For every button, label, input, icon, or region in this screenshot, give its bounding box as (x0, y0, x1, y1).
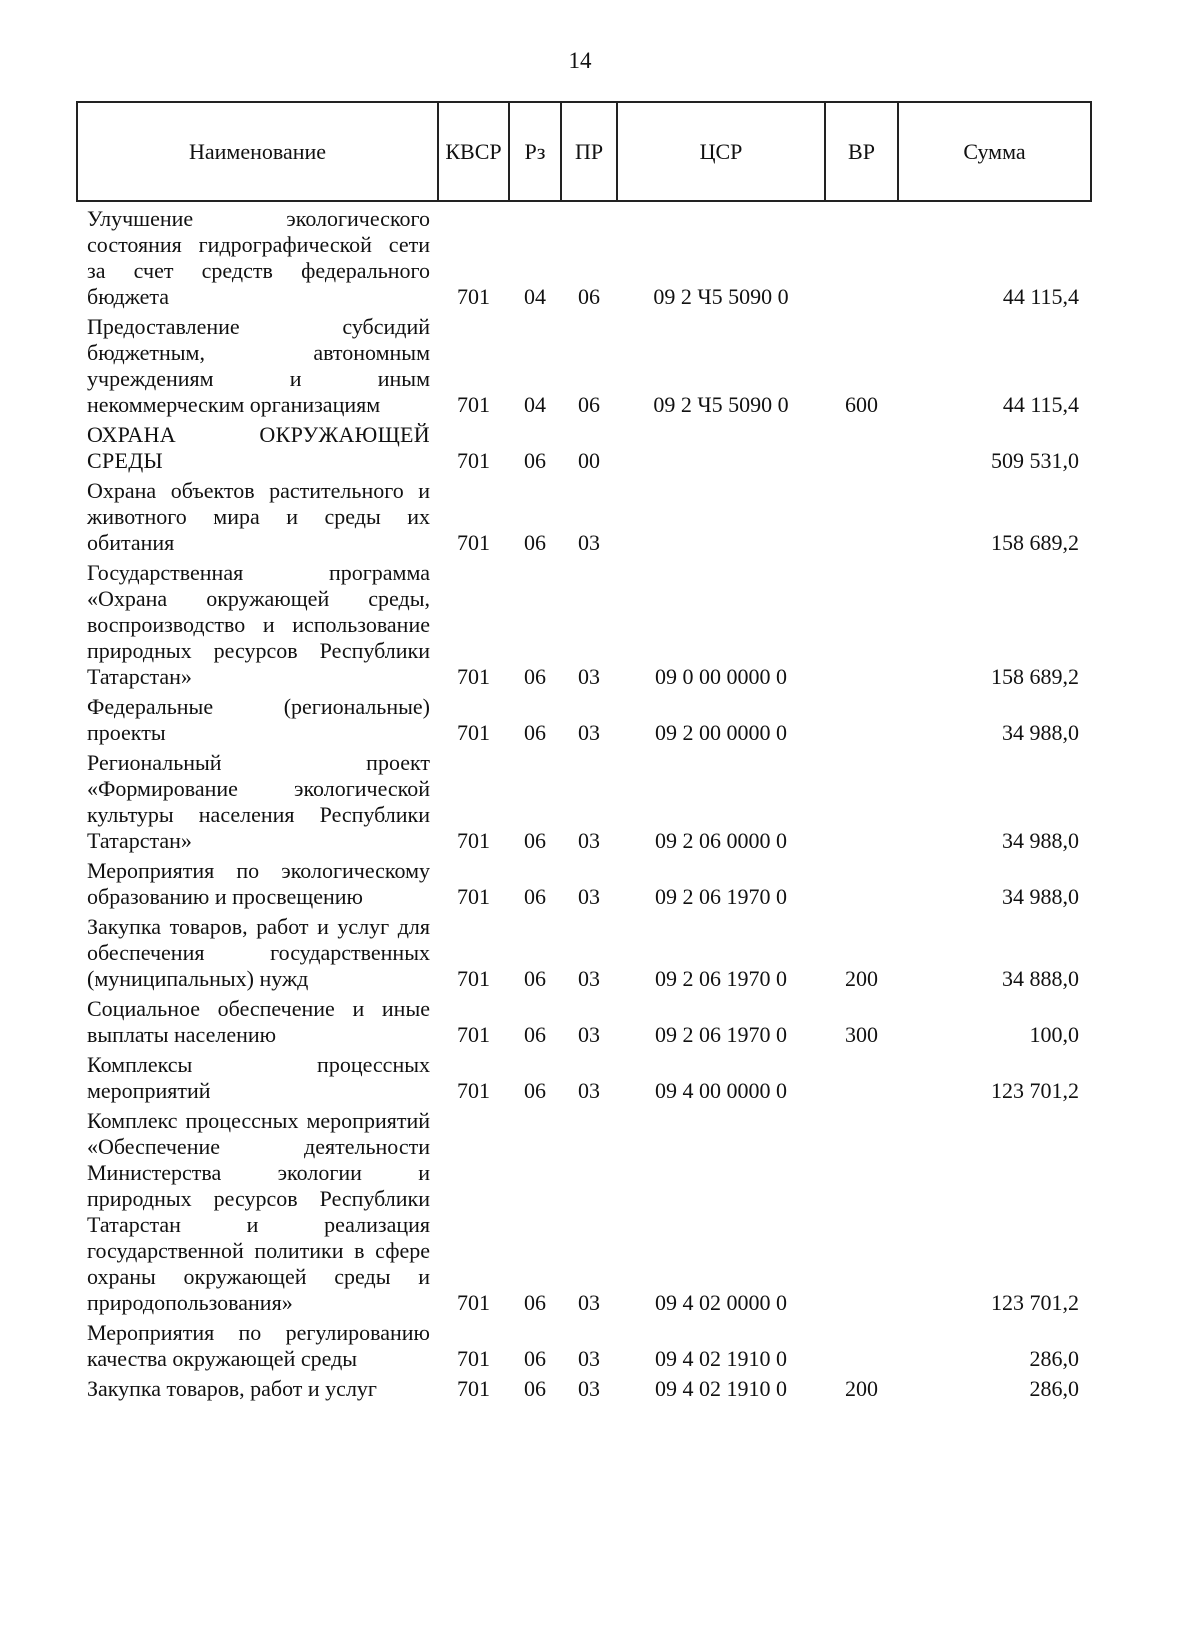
row-rz: 06 (524, 664, 546, 689)
row-csr: 09 2 Ч5 5090 0 (653, 392, 789, 417)
row-sum: 34 988,0 (1002, 884, 1079, 909)
row-csr: 09 2 06 0000 0 (655, 828, 787, 853)
row-name: Мероприятия по экологическому образованию и просвещению (87, 858, 430, 909)
row-kvsr: 701 (457, 884, 490, 909)
budget-table (76, 101, 1092, 1402)
row-rz: 06 (524, 884, 546, 909)
row-pr: 03 (578, 966, 600, 991)
row-rz: 06 (524, 1078, 546, 1103)
table-header (77, 102, 1091, 201)
row-pr: 03 (578, 1078, 600, 1103)
header-sum: Сумма (898, 102, 1091, 201)
row-csr: 09 4 00 0000 0 (655, 1078, 787, 1103)
row-vr (825, 556, 898, 690)
row-csr: 09 2 06 1970 0 (655, 1022, 787, 1047)
row-rz: 06 (524, 1346, 546, 1371)
table-row (77, 474, 1091, 556)
row-rz: 04 (524, 284, 546, 309)
table-row (77, 1104, 1091, 1316)
row-csr: 09 4 02 1910 0 (655, 1376, 787, 1401)
row-sum: 158 689,2 (991, 664, 1079, 689)
table-row (77, 418, 1091, 474)
table-row (77, 854, 1091, 910)
header-name: Наименование (77, 102, 438, 201)
row-pr: 03 (578, 1022, 600, 1047)
row-pr: 03 (578, 828, 600, 853)
row-kvsr: 701 (457, 530, 490, 555)
row-rz: 06 (524, 530, 546, 555)
row-kvsr: 701 (457, 1376, 490, 1401)
row-vr: 200 (845, 1376, 878, 1401)
row-name: Закупка товаров, работ и услуг (87, 1376, 377, 1401)
row-sum: 286,0 (1029, 1346, 1079, 1371)
row-pr: 06 (578, 284, 600, 309)
row-csr (617, 474, 825, 556)
row-rz: 06 (524, 1290, 546, 1315)
table-row (77, 910, 1091, 992)
row-name: Государственная программа «Охрана окружающей среды, воспроизводство и использование природных ресурсов Республики Татарстан» (87, 560, 430, 689)
row-pr: 03 (578, 1290, 600, 1315)
row-pr: 03 (578, 720, 600, 745)
table-body (77, 201, 1091, 1402)
row-vr (825, 690, 898, 746)
table-row (77, 1048, 1091, 1104)
table-row (77, 1316, 1091, 1372)
row-rz: 04 (524, 392, 546, 417)
row-sum: 158 689,2 (991, 530, 1079, 555)
row-rz: 06 (524, 966, 546, 991)
row-name: Комплексы процессных мероприятий (87, 1052, 430, 1103)
row-kvsr: 701 (457, 1346, 490, 1371)
row-kvsr: 701 (457, 1078, 490, 1103)
row-name: Федеральные (региональные) проекты (87, 694, 430, 745)
row-csr: 09 2 Ч5 5090 0 (653, 284, 789, 309)
row-pr: 03 (578, 884, 600, 909)
row-pr: 03 (578, 1346, 600, 1371)
header-pr: ПР (561, 102, 617, 201)
table-row (77, 746, 1091, 854)
row-sum: 100,0 (1029, 1022, 1079, 1047)
row-rz: 06 (524, 720, 546, 745)
row-vr: 200 (845, 966, 878, 991)
row-csr: 09 4 02 0000 0 (655, 1290, 787, 1315)
table-row (77, 310, 1091, 418)
row-vr (825, 1104, 898, 1316)
row-name: Комплекс процессных мероприятий «Обеспечение деятельности Министерства экологии и природных ресурсов Республики Татарстан и реализация государственной политики в сфере охраны окружающей среды и природопользования» (87, 1108, 430, 1315)
row-rz: 06 (524, 1376, 546, 1401)
row-sum: 44 115,4 (1002, 284, 1079, 309)
row-vr (825, 474, 898, 556)
row-kvsr: 701 (457, 1290, 490, 1315)
row-sum: 34 988,0 (1002, 720, 1079, 745)
row-pr: 03 (578, 530, 600, 555)
row-rz: 06 (524, 828, 546, 853)
row-name: Закупка товаров, работ и услуг для обеспечения государственных (муниципальных) нужд (87, 914, 430, 991)
row-csr: 09 0 00 0000 0 (655, 664, 787, 689)
row-name: ОХРАНА ОКРУЖАЮЩЕЙ СРЕДЫ (87, 422, 430, 473)
page-number: 14 (568, 48, 592, 73)
row-csr: 09 2 06 1970 0 (655, 966, 787, 991)
row-vr (825, 1048, 898, 1104)
row-csr: 09 2 06 1970 0 (655, 884, 787, 909)
row-vr (825, 418, 898, 474)
table-row (77, 201, 1091, 310)
row-pr: 03 (578, 1376, 600, 1401)
row-kvsr: 701 (457, 720, 490, 745)
row-rz: 06 (524, 1022, 546, 1047)
row-sum: 34 988,0 (1002, 828, 1079, 853)
row-vr (825, 746, 898, 854)
row-kvsr: 701 (457, 392, 490, 417)
row-vr: 600 (845, 392, 878, 417)
row-sum: 286,0 (1029, 1376, 1079, 1401)
table-row (77, 556, 1091, 690)
row-csr (617, 418, 825, 474)
row-csr: 09 2 00 0000 0 (655, 720, 787, 745)
row-sum: 123 701,2 (991, 1078, 1079, 1103)
row-name: Социальное обеспечение и иные выплаты населению (87, 996, 430, 1047)
row-pr: 03 (578, 664, 600, 689)
row-kvsr: 701 (457, 284, 490, 309)
row-name: Региональный проект «Формирование экологической культуры населения Республики Татарстан» (87, 750, 430, 853)
header-rz: Рз (509, 102, 561, 201)
row-vr (825, 854, 898, 910)
row-csr: 09 4 02 1910 0 (655, 1346, 787, 1371)
table-row (77, 1372, 1091, 1402)
row-rz: 06 (524, 448, 546, 473)
row-vr (825, 1316, 898, 1372)
row-name: Мероприятия по регулированию качества окружающей среды (87, 1320, 430, 1371)
row-sum: 34 888,0 (1002, 966, 1079, 991)
row-pr: 06 (578, 392, 600, 417)
row-kvsr: 701 (457, 828, 490, 853)
row-vr (825, 201, 898, 310)
row-sum: 123 701,2 (991, 1290, 1079, 1315)
header-kvsr: КВСР (438, 102, 509, 201)
row-pr: 00 (578, 448, 600, 473)
row-sum: 44 115,4 (1002, 392, 1079, 417)
row-kvsr: 701 (457, 1022, 490, 1047)
table-row (77, 690, 1091, 746)
row-kvsr: 701 (457, 664, 490, 689)
row-name: Охрана объектов растительного и животного мира и среды их обитания (87, 478, 430, 555)
row-kvsr: 701 (457, 448, 490, 473)
row-vr: 300 (845, 1022, 878, 1047)
row-name: Предоставление субсидий бюджетным, автономным учреждениям и иным некоммерческим организациям (87, 314, 430, 417)
row-name: Улучшение экологического состояния гидрографической сети за счет средств федерального бюджета (87, 206, 430, 309)
header-csr: ЦСР (617, 102, 825, 201)
row-sum: 509 531,0 (991, 448, 1079, 473)
table-row (77, 992, 1091, 1048)
header-vr: ВР (825, 102, 898, 201)
row-kvsr: 701 (457, 966, 490, 991)
